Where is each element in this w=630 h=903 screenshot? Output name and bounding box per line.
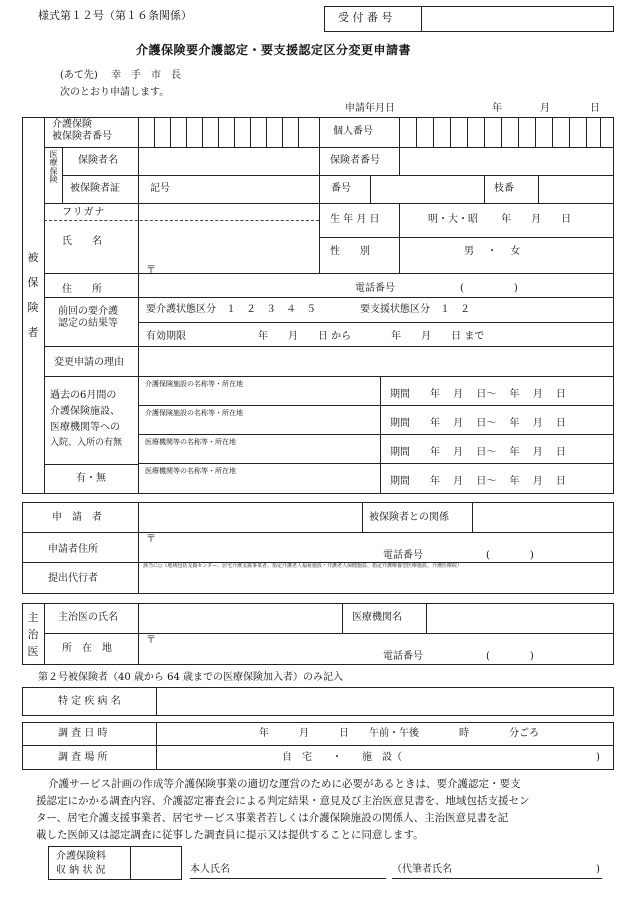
symbol-field[interactable]	[180, 176, 318, 202]
branch-field[interactable]	[539, 176, 613, 202]
doctor-section-label: 主 治 医	[27, 611, 39, 658]
facility-row-period[interactable]: 期間 年 月 日～ 年 月 日	[390, 389, 566, 400]
sex-value[interactable]: 男 ・ 女	[464, 246, 521, 257]
name-field[interactable]	[139, 222, 318, 272]
form-number: 様式第１２号（第１６条関係）	[38, 9, 192, 22]
change-reason-field[interactable]	[139, 347, 613, 375]
medical-insurance-label: 医 療 保 険	[49, 150, 58, 185]
survey-place-label: 調 査 場 所	[58, 752, 108, 763]
facility-row-period[interactable]: 期間 年 月 日～ 年 月 日	[390, 476, 566, 487]
validity-value: 年 月 日 から 年 月 日 まで	[258, 331, 485, 342]
stay-yes-no[interactable]: 有・無	[76, 473, 106, 484]
postal-mark: 〒	[146, 635, 156, 646]
insurance-number-field[interactable]	[139, 118, 318, 146]
premium-status-label: 介護保険料 収 納 状 況	[56, 851, 106, 876]
second-insured-note: 第２号被保険者（40 歳から 64 歳までの医療保険加入者）のみ記入	[38, 672, 343, 683]
agent-field[interactable]	[139, 572, 613, 593]
application-date-label: 申請年月日	[345, 103, 395, 114]
location-label: 所 在 地	[62, 643, 112, 654]
consent-text: 介護サービス計画の作成等介護保険事業の適切な運営のために必要があるときは、要介護認定・要支 援認定にかかる調査内容、介護認定審査会による判定結果・意見及び主治医意見書を、地域包括支援セン ター、居宅介護支援事業者、居宅サービス事業者若しくは介護保険施設の関係人、主治医意見書を記 載した医師又は認定調査に従事した調査員に提示又は提供することに同意します。	[36, 778, 530, 841]
premium-status-field[interactable]	[131, 847, 181, 879]
institution-field[interactable]	[427, 604, 613, 632]
doctor-address-field[interactable]	[139, 634, 613, 664]
facility-row-label: 介護保険施設の名称等・所在地	[145, 409, 243, 417]
disease-field[interactable]	[157, 688, 613, 715]
previous-result-label: 前回の要介護 認定の結果等	[58, 306, 118, 329]
address-label: 住 所	[62, 284, 102, 295]
doctor-name-field[interactable]	[139, 604, 342, 632]
applicant-label: 申 請 者	[52, 512, 102, 523]
postal-mark: 〒	[146, 534, 156, 545]
doctor-phone-field[interactable]: ( )	[486, 651, 534, 662]
validity-label: 有効期限	[146, 331, 186, 342]
facility-row-period[interactable]: 期間 年 月 日～ 年 月 日	[390, 447, 566, 458]
relation-label: 被保険者との関係	[369, 512, 449, 523]
facility-row-period[interactable]: 期間 年 月 日～ 年 月 日	[390, 418, 566, 429]
agent-label: 提出代行者	[48, 573, 98, 584]
facility-row-label: 医療機関等の名称等・所在地	[145, 438, 236, 446]
proxy-name-label: （代筆者氏名	[392, 864, 452, 875]
agent-note: 該当に○（地域包括支援センター、居宅介護支援事業者、指定介護老人福祉施設・介護老人保健施設、指定介護療養型医療施設、介護医療院）	[143, 563, 462, 569]
applicant-phone-field[interactable]: ( )	[486, 550, 534, 561]
change-reason-label: 変更申請の理由	[54, 357, 124, 368]
reception-number-field[interactable]	[421, 7, 613, 31]
institution-label: 医療機関名	[352, 612, 402, 623]
card-number-field[interactable]	[371, 176, 483, 202]
insured-section-label: 被 保 険 者	[27, 251, 39, 339]
proxy-name-line[interactable]	[392, 878, 602, 879]
branch-label: 枝番	[494, 183, 514, 194]
insurer-name-label: 保険者名	[78, 155, 118, 166]
sex-label: 性 別	[330, 246, 370, 257]
phone-label: 電話番号	[383, 651, 423, 662]
facility-row-label: 介護保険施設の名称等・所在地	[145, 380, 243, 388]
insurance-number-label: 介護保険 被保険者番号	[52, 119, 112, 142]
symbol-label: 記号	[150, 183, 170, 194]
past-stay-label: 過去の6月間の 介護保険施設、 医療機関等への 入院、入所の有無	[50, 390, 123, 448]
name-label: 氏 名	[62, 236, 102, 247]
birth-date-value: 明・大・昭 年 月 日	[428, 214, 572, 225]
applicant-address-field[interactable]	[139, 533, 613, 561]
insurer-name-field[interactable]	[139, 148, 318, 174]
furigana-field[interactable]	[139, 204, 318, 218]
birth-date-label: 生 年 月 日	[330, 214, 380, 225]
survey-date-label: 調 査 日 時	[58, 728, 108, 739]
phone-field[interactable]: ( )	[460, 283, 518, 294]
survey-place-value[interactable]: 自 宅 ・ 施 設（	[282, 752, 402, 763]
self-name-line[interactable]	[190, 878, 386, 879]
insured-card-label: 被保険者証	[70, 183, 120, 194]
doctor-name-label: 主治医の氏名	[58, 612, 118, 623]
insurer-number-label: 保険者番号	[330, 155, 380, 166]
insurer-number-field[interactable]	[400, 148, 613, 174]
number-label: 番号	[331, 183, 351, 194]
disease-label: 特 定 疾 病 名	[58, 696, 121, 707]
reception-number-label: 受 付 番 号	[338, 11, 393, 24]
intro-text: 次のとおり申請します。	[60, 87, 170, 98]
applicant-address-label: 申請者住所	[48, 544, 98, 555]
facility-row-label: 医療機関等の名称等・所在地	[145, 467, 236, 475]
phone-label: 電話番号	[383, 550, 423, 561]
phone-label: 電話番号	[355, 283, 395, 294]
personal-number-field[interactable]	[400, 118, 613, 146]
page-title: 介護保険要介護認定・要支援認定区分変更申請書	[136, 43, 412, 57]
furigana-label: フリガナ	[62, 207, 106, 218]
self-name-label: 本人氏名	[190, 864, 230, 875]
support-level-options[interactable]: 要支援状態区分 １ ２	[360, 304, 470, 315]
applicant-name-field[interactable]	[139, 503, 359, 531]
relation-field[interactable]	[473, 503, 613, 531]
addressee: (あて先) 幸 手 市 長	[60, 70, 181, 81]
postal-mark: 〒	[146, 265, 156, 276]
care-level-options[interactable]: 要介護状態区分 １ ２ ３ ４ ５	[146, 304, 316, 315]
personal-number-label: 個人番号	[333, 126, 373, 137]
survey-date-value[interactable]: 年 月 日 午前・午後 時 分ごろ	[259, 728, 539, 739]
